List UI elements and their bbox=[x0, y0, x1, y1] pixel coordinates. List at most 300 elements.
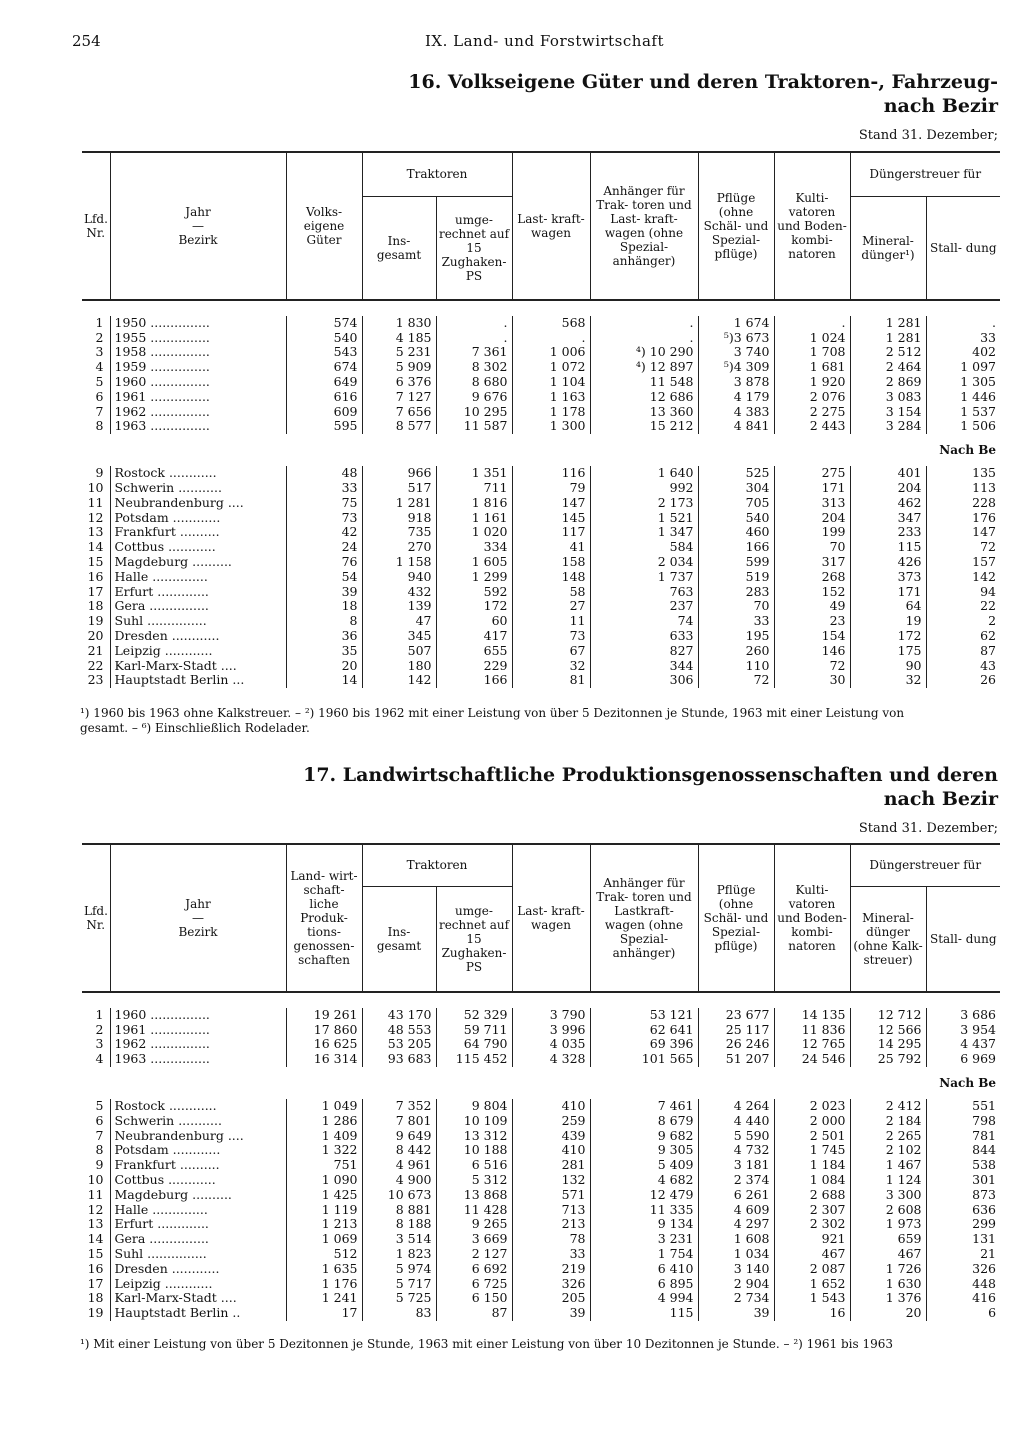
table-row-bezirk bbox=[82, 1129, 1000, 1144]
row-number: 2 bbox=[95, 1022, 104, 1037]
table-row-bezirk bbox=[82, 629, 1000, 644]
cell-value: 14 295 bbox=[850, 1037, 926, 1052]
cell-value: 4 994 bbox=[590, 1291, 698, 1306]
cell-value: 467 bbox=[850, 1247, 926, 1262]
th-unit: Land- wirt- schaft- liche Produk- tions- genossen- schaften bbox=[286, 844, 362, 992]
cell-value: 9 682 bbox=[590, 1129, 698, 1144]
cell-value: 135 bbox=[926, 466, 1000, 481]
cell-value: 81 bbox=[512, 673, 590, 688]
cell-value: 24 546 bbox=[774, 1052, 850, 1067]
cell-value: 2 102 bbox=[850, 1143, 926, 1158]
cell-value: 921 bbox=[774, 1232, 850, 1247]
cell-value: 27 bbox=[512, 599, 590, 614]
row-label: Suhl ............... bbox=[110, 1247, 286, 1262]
cell-value: 1 973 bbox=[850, 1217, 926, 1232]
row-number: 20 bbox=[87, 628, 104, 643]
cell-value: 51 207 bbox=[698, 1052, 774, 1067]
cell-value: 270 bbox=[362, 540, 436, 555]
th-dash: — bbox=[192, 911, 204, 925]
cell-value: 17 860 bbox=[286, 1023, 362, 1038]
th-umgerechnet: umge- rechnet auf 15 Zughaken- PS bbox=[436, 196, 512, 300]
cell-value: 113 bbox=[926, 481, 1000, 496]
th-traktoren: Traktoren bbox=[362, 152, 512, 196]
cell-value: 432 bbox=[362, 585, 436, 600]
cell-value: 73 bbox=[286, 511, 362, 526]
section-header-row bbox=[82, 434, 1000, 466]
cell-value: 1 049 bbox=[286, 1099, 362, 1114]
cell-value: 584 bbox=[590, 540, 698, 555]
cell-value: 12 566 bbox=[850, 1023, 926, 1038]
cell-value: 410 bbox=[512, 1143, 590, 1158]
cell-value: ⁴) 12 897 bbox=[590, 360, 698, 375]
cell-value: 23 677 bbox=[698, 1008, 774, 1023]
row-number: 11 bbox=[87, 495, 104, 510]
cell-value: 1 024 bbox=[774, 331, 850, 346]
row-label: Halle .............. bbox=[110, 1203, 286, 1218]
cell-value: 83 bbox=[362, 1306, 436, 1321]
cell-value: 9 676 bbox=[436, 390, 512, 405]
cell-value: 659 bbox=[850, 1232, 926, 1247]
cell-value: 78 bbox=[512, 1232, 590, 1247]
cell-value: 6 261 bbox=[698, 1188, 774, 1203]
cell-value: 1 213 bbox=[286, 1217, 362, 1232]
cell-value: 7 127 bbox=[362, 390, 436, 405]
cell-value: 1 537 bbox=[926, 405, 1000, 420]
cell-value: 6 516 bbox=[436, 1158, 512, 1173]
table-row-bezirk bbox=[82, 1143, 1000, 1158]
cell-value: 14 bbox=[286, 673, 362, 688]
cell-value: 1 305 bbox=[926, 375, 1000, 390]
th-pfluege: Pflüge (ohne Schäl- und Spezial- pflüge) bbox=[698, 844, 774, 992]
cell-value: 462 bbox=[850, 496, 926, 511]
cell-value: 1 708 bbox=[774, 345, 850, 360]
cell-value: 595 bbox=[286, 419, 362, 434]
table-row-bezirk bbox=[82, 673, 1000, 688]
cell-value: 23 bbox=[774, 614, 850, 629]
cell-value: 1 069 bbox=[286, 1232, 362, 1247]
cell-value: 4 185 bbox=[362, 331, 436, 346]
cell-value: 4 732 bbox=[698, 1143, 774, 1158]
cell-value: 39 bbox=[286, 585, 362, 600]
table17-footnotes bbox=[80, 1337, 1000, 1352]
cell-value: 1 072 bbox=[512, 360, 590, 375]
row-number: 16 bbox=[87, 569, 104, 584]
row-number: 12 bbox=[87, 1202, 104, 1217]
cell-value: 199 bbox=[774, 525, 850, 540]
th-jahr: Jahr bbox=[185, 897, 211, 911]
cell-value: ⁴) 10 290 bbox=[590, 345, 698, 360]
cell-value: 12 686 bbox=[590, 390, 698, 405]
cell-value: 5 909 bbox=[362, 360, 436, 375]
cell-value: 43 bbox=[926, 659, 1000, 674]
cell-value: 4 328 bbox=[512, 1052, 590, 1067]
row-number: 4 bbox=[95, 360, 104, 375]
cell-value: 568 bbox=[512, 316, 590, 331]
cell-value: 152 bbox=[774, 585, 850, 600]
cell-value: 9 265 bbox=[436, 1217, 512, 1232]
row-label: 1958 ............... bbox=[110, 345, 286, 360]
cell-value: 48 bbox=[286, 466, 362, 481]
cell-value: 1 090 bbox=[286, 1173, 362, 1188]
cell-value: 19 bbox=[850, 614, 926, 629]
cell-value: 940 bbox=[362, 570, 436, 585]
cell-value: . bbox=[436, 316, 512, 331]
cell-value: 4 383 bbox=[698, 405, 774, 420]
cell-value: 39 bbox=[512, 1306, 590, 1321]
cell-value: 5 409 bbox=[590, 1158, 698, 1173]
table-row-year bbox=[82, 1023, 1000, 1038]
row-label: Schwerin ........... bbox=[110, 481, 286, 496]
table-row-bezirk bbox=[82, 511, 1000, 526]
row-label: Potsdam ............ bbox=[110, 511, 286, 526]
cell-value: 42 bbox=[286, 525, 362, 540]
table17-footnote-1: ¹) Mit einer Leistung von über 5 Dezitonnen je Stunde, 1963 mit einer Leistung von über 10 Dezitonnen je Stunde. – ²) 1961 bis 1963 bbox=[80, 1337, 894, 1351]
cell-value: 326 bbox=[512, 1277, 590, 1292]
section-label: Nach Be bbox=[939, 442, 997, 457]
th-umgerechnet: umge- rechnet auf 15 Zughaken- PS bbox=[436, 886, 512, 992]
row-label: Karl-Marx-Stadt .... bbox=[110, 1291, 286, 1306]
cell-value: 260 bbox=[698, 644, 774, 659]
cell-value: 519 bbox=[698, 570, 774, 585]
cell-value: 1 652 bbox=[774, 1277, 850, 1292]
cell-value: 711 bbox=[436, 481, 512, 496]
table17-title bbox=[303, 763, 998, 811]
cell-value: 713 bbox=[512, 1203, 590, 1218]
cell-value: 62 641 bbox=[590, 1023, 698, 1038]
cell-value: 2 608 bbox=[850, 1203, 926, 1218]
row-number: 9 bbox=[95, 1158, 104, 1173]
cell-value: 3 300 bbox=[850, 1188, 926, 1203]
row-label: 1950 ............... bbox=[110, 316, 286, 331]
table-row-year bbox=[82, 405, 1000, 420]
cell-value: 2 512 bbox=[850, 345, 926, 360]
cell-value: 1 737 bbox=[590, 570, 698, 585]
cell-value: ⁵)3 673 bbox=[698, 331, 774, 346]
cell-value: 2 275 bbox=[774, 405, 850, 420]
table-row-year bbox=[82, 390, 1000, 405]
table17-stand: Stand 31. Dezember; bbox=[858, 821, 998, 836]
row-label: 1960 ............... bbox=[110, 375, 286, 390]
cell-value: 313 bbox=[774, 496, 850, 511]
row-label: Cottbus ............ bbox=[110, 1173, 286, 1188]
cell-value: 1 823 bbox=[362, 1247, 436, 1262]
th-mineralduenger: Mineral- dünger¹) bbox=[850, 196, 926, 300]
cell-value: 7 801 bbox=[362, 1114, 436, 1129]
row-label: 1961 ............... bbox=[110, 390, 286, 405]
cell-value: 1 681 bbox=[774, 360, 850, 375]
cell-value: 60 bbox=[436, 614, 512, 629]
th-jahr-bezirk bbox=[110, 844, 286, 992]
cell-value: 1 163 bbox=[512, 390, 590, 405]
cell-value: 148 bbox=[512, 570, 590, 585]
cell-value: . bbox=[774, 316, 850, 331]
cell-value: 3 878 bbox=[698, 375, 774, 390]
cell-value: 4 264 bbox=[698, 1099, 774, 1114]
cell-value: 54 bbox=[286, 570, 362, 585]
cell-value: 8 442 bbox=[362, 1143, 436, 1158]
row-label: 1955 ............... bbox=[110, 331, 286, 346]
cell-value: 74 bbox=[590, 614, 698, 629]
cell-value: 705 bbox=[698, 496, 774, 511]
cell-value: 8 bbox=[286, 614, 362, 629]
cell-value: 172 bbox=[850, 629, 926, 644]
cell-value: 33 bbox=[512, 1247, 590, 1262]
cell-value: 6 969 bbox=[926, 1052, 1000, 1067]
cell-value: 36 bbox=[286, 629, 362, 644]
row-label: Dresden ............ bbox=[110, 629, 286, 644]
cell-value: 966 bbox=[362, 466, 436, 481]
row-number: 10 bbox=[87, 1172, 104, 1187]
cell-value: 6 725 bbox=[436, 1277, 512, 1292]
cell-value: 1 409 bbox=[286, 1129, 362, 1144]
cell-value: 543 bbox=[286, 345, 362, 360]
cell-value: 1 286 bbox=[286, 1114, 362, 1129]
cell-value: 609 bbox=[286, 405, 362, 420]
cell-value: 10 188 bbox=[436, 1143, 512, 1158]
cell-value: 448 bbox=[926, 1277, 1000, 1292]
cell-value: 142 bbox=[926, 570, 1000, 585]
row-number: 15 bbox=[87, 554, 104, 569]
cell-value: 30 bbox=[774, 673, 850, 688]
cell-value: 326 bbox=[926, 1262, 1000, 1277]
row-number: 7 bbox=[95, 404, 104, 419]
cell-value: 268 bbox=[774, 570, 850, 585]
cell-value: 259 bbox=[512, 1114, 590, 1129]
cell-value: 204 bbox=[774, 511, 850, 526]
cell-value: 2 734 bbox=[698, 1291, 774, 1306]
cell-value: 154 bbox=[774, 629, 850, 644]
th-jahr: Jahr bbox=[185, 205, 211, 219]
cell-value: 3 514 bbox=[362, 1232, 436, 1247]
cell-value: 7 656 bbox=[362, 405, 436, 420]
cell-value: 147 bbox=[512, 496, 590, 511]
th-bezirk: Bezirk bbox=[178, 925, 218, 939]
cell-value: 166 bbox=[436, 673, 512, 688]
cell-value: 2 904 bbox=[698, 1277, 774, 1292]
cell-value: 10 295 bbox=[436, 405, 512, 420]
cell-value: 48 553 bbox=[362, 1023, 436, 1038]
cell-value: 275 bbox=[774, 466, 850, 481]
table-row-year bbox=[82, 1008, 1000, 1023]
row-label: Frankfurt .......... bbox=[110, 1158, 286, 1173]
cell-value: 171 bbox=[850, 585, 926, 600]
row-label: Erfurt ............. bbox=[110, 585, 286, 600]
row-number: 5 bbox=[95, 1098, 104, 1113]
th-kultivatoren: Kulti- vatoren und Boden- kombi- natoren bbox=[774, 152, 850, 300]
table-row-bezirk bbox=[82, 1262, 1000, 1277]
cell-value: 53 205 bbox=[362, 1037, 436, 1052]
cell-value: 8 577 bbox=[362, 419, 436, 434]
cell-value: 9 649 bbox=[362, 1129, 436, 1144]
cell-value: 6 692 bbox=[436, 1262, 512, 1277]
cell-value: 1 299 bbox=[436, 570, 512, 585]
cell-value: 157 bbox=[926, 555, 1000, 570]
cell-value: 517 bbox=[362, 481, 436, 496]
cell-value: 4 437 bbox=[926, 1037, 1000, 1052]
cell-value: 12 712 bbox=[850, 1008, 926, 1023]
cell-value: 237 bbox=[590, 599, 698, 614]
cell-value: 11 587 bbox=[436, 419, 512, 434]
th-anhaenger: Anhänger für Trak- toren und Last- kraft- wagen (ohne Spezial- anhänger) bbox=[590, 152, 698, 300]
cell-value: 1 920 bbox=[774, 375, 850, 390]
table17-body bbox=[82, 992, 1000, 1321]
cell-value: 1 830 bbox=[362, 316, 436, 331]
table-row-bezirk bbox=[82, 585, 1000, 600]
cell-value: 7 461 bbox=[590, 1099, 698, 1114]
row-label: 1963 ............... bbox=[110, 1052, 286, 1067]
cell-value: 1 006 bbox=[512, 345, 590, 360]
cell-value: 416 bbox=[926, 1291, 1000, 1306]
cell-value: 12 479 bbox=[590, 1188, 698, 1203]
table-row-bezirk bbox=[82, 659, 1000, 674]
cell-value: 1 376 bbox=[850, 1291, 926, 1306]
cell-value: 1 816 bbox=[436, 496, 512, 511]
cell-value: . bbox=[436, 331, 512, 346]
cell-value: 538 bbox=[926, 1158, 1000, 1173]
cell-value: 204 bbox=[850, 481, 926, 496]
row-label: 1959 ............... bbox=[110, 360, 286, 375]
row-label: Karl-Marx-Stadt .... bbox=[110, 659, 286, 674]
cell-value: 13 312 bbox=[436, 1129, 512, 1144]
table-row-bezirk bbox=[82, 481, 1000, 496]
cell-value: 2 087 bbox=[774, 1262, 850, 1277]
th-unit: Volks- eigene Güter bbox=[286, 152, 362, 300]
cell-value: 8 680 bbox=[436, 375, 512, 390]
row-label: Schwerin ........... bbox=[110, 1114, 286, 1129]
cell-value: 180 bbox=[362, 659, 436, 674]
section-header-row bbox=[82, 1067, 1000, 1099]
cell-value: 11 428 bbox=[436, 1203, 512, 1218]
cell-value: 1 281 bbox=[850, 331, 926, 346]
cell-value: 73 bbox=[512, 629, 590, 644]
table-row-bezirk bbox=[82, 1158, 1000, 1173]
row-label: Suhl ............... bbox=[110, 614, 286, 629]
table16-footnotes bbox=[80, 706, 1000, 736]
cell-value: 9 134 bbox=[590, 1217, 698, 1232]
th-insgesamt: Ins- gesamt bbox=[362, 196, 436, 300]
cell-value: 26 bbox=[926, 673, 1000, 688]
cell-value: 233 bbox=[850, 525, 926, 540]
table16-footnote-2: gesamt. – ⁶) Einschließlich Rodelader. bbox=[80, 721, 310, 735]
cell-value: 35 bbox=[286, 644, 362, 659]
row-number: 7 bbox=[95, 1128, 104, 1143]
cell-value: 33 bbox=[926, 331, 1000, 346]
cell-value: 2 869 bbox=[850, 375, 926, 390]
cell-value: 1 281 bbox=[850, 316, 926, 331]
th-pfluege: Pflüge (ohne Schäl- und Spezial- pflüge) bbox=[698, 152, 774, 300]
row-number: 18 bbox=[87, 599, 104, 614]
cell-value: 10 109 bbox=[436, 1114, 512, 1129]
cell-value: 467 bbox=[774, 1247, 850, 1262]
cell-value: 175 bbox=[850, 644, 926, 659]
cell-value: 1 119 bbox=[286, 1203, 362, 1218]
table17-header bbox=[82, 844, 1000, 992]
row-number: 10 bbox=[87, 480, 104, 495]
row-label: 1962 ............... bbox=[110, 405, 286, 420]
row-number: 21 bbox=[87, 643, 104, 658]
table16-stand: Stand 31. Dezember; bbox=[858, 128, 998, 143]
cell-value: . bbox=[590, 316, 698, 331]
cell-value: 2 307 bbox=[774, 1203, 850, 1218]
th-anhaenger: Anhänger für Trak- toren und Lastkraft- wagen (ohne Spezial- anhänger) bbox=[590, 844, 698, 992]
th-jahr-bezirk bbox=[110, 152, 286, 300]
cell-value: 1 630 bbox=[850, 1277, 926, 1292]
cell-value: 4 682 bbox=[590, 1173, 698, 1188]
cell-value: 11 bbox=[512, 614, 590, 629]
cell-value: 3 686 bbox=[926, 1008, 1000, 1023]
table-row-year bbox=[82, 360, 1000, 375]
table-row-bezirk bbox=[82, 1232, 1000, 1247]
table16-title bbox=[408, 70, 998, 118]
row-number: 8 bbox=[95, 1143, 104, 1158]
row-label: Gera ............... bbox=[110, 599, 286, 614]
cell-value: 229 bbox=[436, 659, 512, 674]
row-number: 18 bbox=[87, 1291, 104, 1306]
row-number: 17 bbox=[87, 584, 104, 599]
cell-value: 2 443 bbox=[774, 419, 850, 434]
table-row-bezirk bbox=[82, 525, 1000, 540]
table-row-year bbox=[82, 316, 1000, 331]
cell-value: 87 bbox=[926, 644, 1000, 659]
cell-value: 93 683 bbox=[362, 1052, 436, 1067]
table-row-year bbox=[82, 345, 1000, 360]
cell-value: 205 bbox=[512, 1291, 590, 1306]
cell-value: 15 212 bbox=[590, 419, 698, 434]
cell-value: 5 312 bbox=[436, 1173, 512, 1188]
cell-value: 131 bbox=[926, 1232, 1000, 1247]
cell-value: 306 bbox=[590, 673, 698, 688]
cell-value: 3 140 bbox=[698, 1262, 774, 1277]
cell-value: 2 184 bbox=[850, 1114, 926, 1129]
row-number: 13 bbox=[87, 1217, 104, 1232]
cell-value: 58 bbox=[512, 585, 590, 600]
cell-value: 1 176 bbox=[286, 1277, 362, 1292]
row-label: Erfurt ............. bbox=[110, 1217, 286, 1232]
cell-value: 2 000 bbox=[774, 1114, 850, 1129]
cell-value: 299 bbox=[926, 1217, 1000, 1232]
row-number: 22 bbox=[87, 658, 104, 673]
row-number: 23 bbox=[87, 673, 104, 688]
cell-value: 1 281 bbox=[362, 496, 436, 511]
cell-value: 70 bbox=[774, 540, 850, 555]
cell-value: 117 bbox=[512, 525, 590, 540]
row-number: 5 bbox=[95, 374, 104, 389]
cell-value: 11 335 bbox=[590, 1203, 698, 1218]
cell-value: 4 179 bbox=[698, 390, 774, 405]
row-label: Dresden ............ bbox=[110, 1262, 286, 1277]
cell-value: 52 329 bbox=[436, 1008, 512, 1023]
cell-value: 90 bbox=[850, 659, 926, 674]
cell-value: 16 bbox=[774, 1306, 850, 1321]
cell-value: 8 881 bbox=[362, 1203, 436, 1218]
th-mineralduenger: Mineral- dünger (ohne Kalk- streuer) bbox=[850, 886, 926, 992]
cell-value: 3 083 bbox=[850, 390, 926, 405]
row-label: Leipzig ............ bbox=[110, 644, 286, 659]
cell-value: 781 bbox=[926, 1129, 1000, 1144]
table-row-bezirk bbox=[82, 540, 1000, 555]
table16-footnote-1: ¹) 1960 bis 1963 ohne Kalkstreuer. – ²) 1960 bis 1962 mit einer Leistung von über 5 Dezitonnen je Stunde, 1963 mit einer Leistung von bbox=[80, 706, 905, 720]
cell-value: 655 bbox=[436, 644, 512, 659]
cell-value: 2 076 bbox=[774, 390, 850, 405]
row-number: 15 bbox=[87, 1246, 104, 1261]
cell-value: 345 bbox=[362, 629, 436, 644]
cell-value: 735 bbox=[362, 525, 436, 540]
cell-value: 49 bbox=[774, 599, 850, 614]
cell-value: 507 bbox=[362, 644, 436, 659]
cell-value: 281 bbox=[512, 1158, 590, 1173]
cell-value: 426 bbox=[850, 555, 926, 570]
cell-value: 918 bbox=[362, 511, 436, 526]
